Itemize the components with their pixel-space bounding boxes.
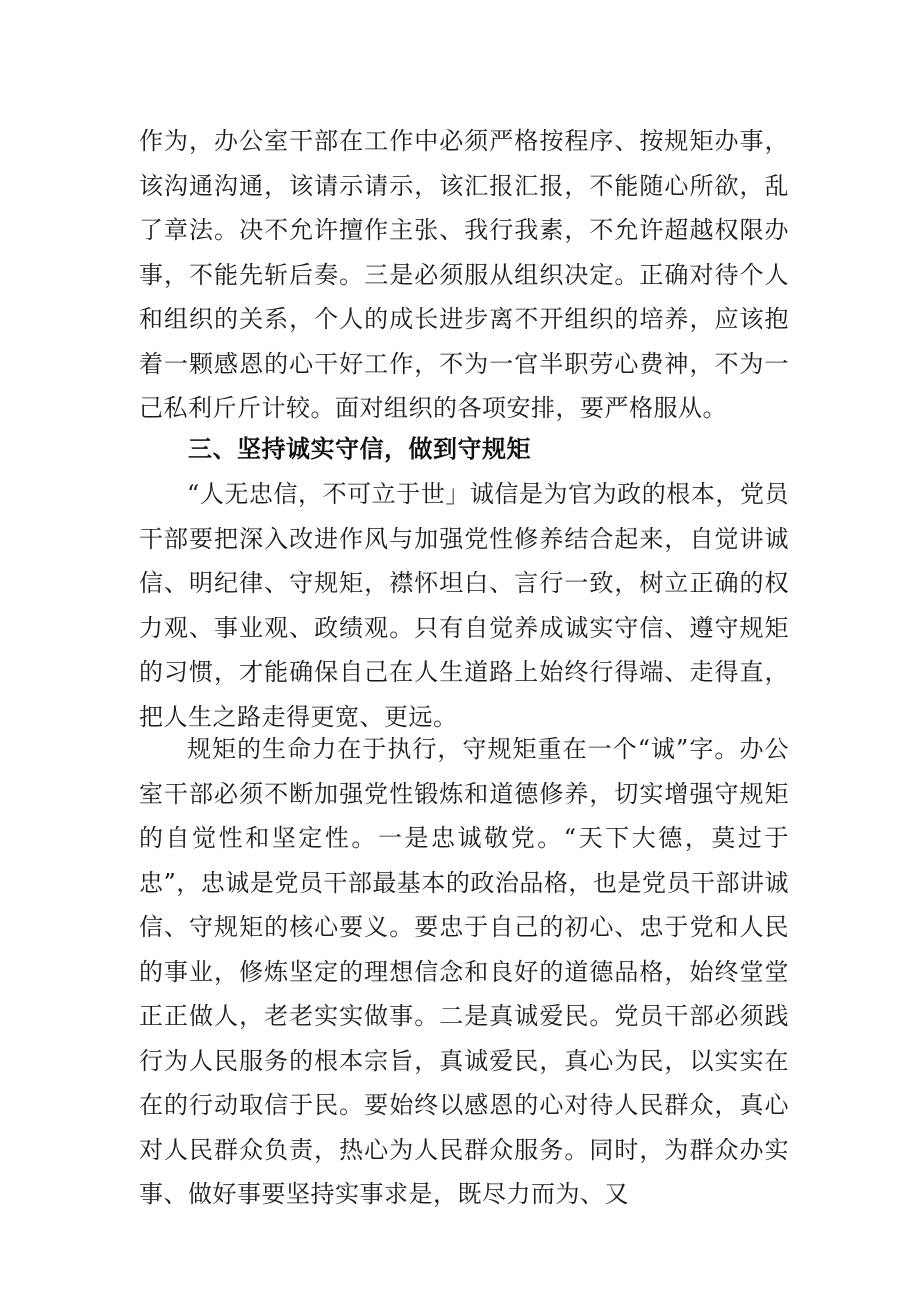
paragraph-rules (139, 727, 789, 1217)
paragraph-text: 规矩的生命力在于执行，守规矩重在一个“诚”字。办公室干部必须不断加强党性锻炼和道德修养，切实增强守规矩的自觉性和坚定性。一是忠诚敬党。“天下大德，莫过于忠”，忠诚是党员干部最基本的政治品格，也是党员干部讲诚信、守规矩的核心要义。要忠于自己的初心、忠于党和人民的事业，修炼坚定的理想信念和良好的道德品格，始终堂堂正正做人，老老实实做事。二是真诚爱民。党员干部必须践行为人民服务的根本宗旨，真诚爱民，真心为民，以实实在在的行动取信于民。要始终以感恩的心对待人民群众，真心对人民群众负责，热心为人民群众服务。同时，为群众办实事、做好事要坚持实事求是，既尽力而为、又 (139, 735, 789, 1208)
paragraph-integrity (139, 472, 789, 739)
paragraph-text: “人无忠信，不可立于世」诚信是为官为政的根本，党员干部要把深入改进作风与加强党性修养结合起来，自觉讲诚信、明纪律、守规矩，襟怀坦白、言行一致，树立正确的权力观、事业观、政绩观。只有自觉养成诚实守信、遵守规矩的习惯，才能确保自己在人生道路上始终行得端、走得直，把人生之路走得更宽、更远。 (139, 480, 789, 731)
section-heading: 三、坚持诚实守信，做到守规矩 (188, 435, 531, 463)
paragraph-continued (139, 119, 789, 431)
paragraph-text: 作为，办公室干部在工作中必须严格按程序、按规矩办事，该沟通沟通，该请示请示，该汇报汇报，不能随心所欲，乱了章法。决不允许擅作主张、我行我素，不允许超越权限办事，不能先斩后奏。三是必须服从组织决定。正确对待个人和组织的关系，个人的成长进步离不开组织的培养，应该抱着一颗感恩的心干好工作，不为一官半职劳心费神，不为一己私利斤斤计较。面对组织的各项安排，要严格服从。 (139, 127, 789, 422)
